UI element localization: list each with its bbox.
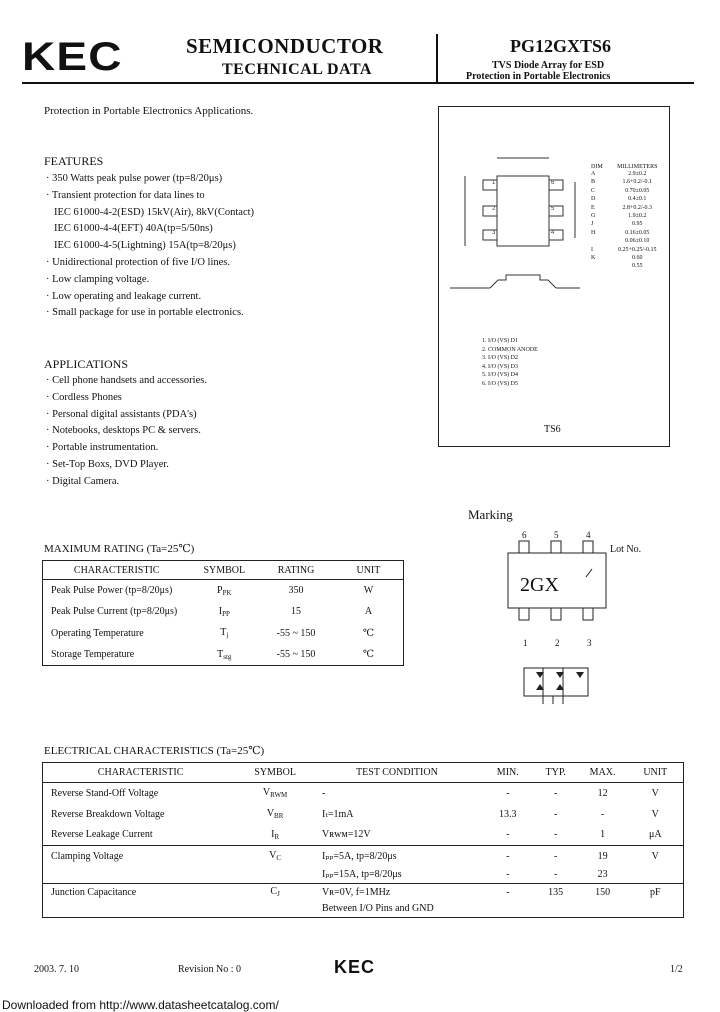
condition-cell: Iₜ=1mA [322, 808, 354, 820]
max-rating-title: MAXIMUM RATING (Ta=25℃) [44, 543, 195, 555]
symbol-main: T [217, 648, 224, 660]
elec-title: ELECTRICAL CHARACTERISTICS (Ta=25℃) [44, 745, 265, 757]
dim-row [590, 220, 666, 228]
characteristic-cell: Storage Temperature [51, 649, 135, 660]
marking-pin-5 [551, 541, 561, 553]
kec-logo: KEC [22, 35, 123, 79]
rating-cell: 350 [288, 585, 304, 596]
dim-letter: K [591, 255, 596, 262]
min-cell [482, 901, 534, 918]
pin-desc: 3. I/O (VS) D2 [482, 355, 518, 362]
min-cell: 13.3 [499, 808, 517, 820]
dim-letter [590, 237, 609, 245]
min-cell: - [506, 869, 510, 881]
characteristic-cell: Operating Temperature [51, 627, 144, 639]
max-cell: 150 [578, 884, 628, 901]
application-item: · Notebooks, desktops PC & servers. [46, 425, 201, 437]
dim-letter: J [591, 221, 594, 228]
pin-desc: 1. I/O (VS) D1 [482, 338, 518, 344]
unit-cell: pF [628, 884, 684, 901]
symbol-cell [190, 623, 258, 645]
col-header: CHARACTERISTIC [43, 763, 239, 783]
package-name: TS6 [544, 424, 561, 435]
condition-cell: Iₚₚ=5A, tp=8/20μs [312, 846, 482, 867]
max-cell: 1 [600, 829, 606, 841]
dim-row [590, 229, 666, 237]
symbol-main: C [270, 886, 278, 898]
symbol-main: T [220, 627, 227, 639]
pin-label-2: 2 [492, 206, 496, 212]
dim-value: 0.95 [632, 221, 643, 228]
elec-row [43, 783, 684, 804]
marking-pin-num: 6 [522, 530, 527, 540]
application-item: · Cell phone handsets and accessories. [46, 375, 207, 386]
symbol-cell [190, 580, 258, 602]
pin-list [482, 337, 538, 389]
rating-cell: -55 ~ 150 [276, 627, 316, 639]
dim-letter: G [591, 213, 596, 220]
min-cell: - [482, 884, 534, 901]
marking-pin-4 [583, 541, 593, 553]
symbol-sub: J [277, 890, 280, 899]
elec-row [43, 867, 684, 884]
pin-label-6: 6 [551, 180, 555, 186]
dim-row [590, 178, 666, 186]
pin-desc: 5. I/O (VS) D4 [482, 372, 518, 379]
lot-number-label: Lot No. [610, 544, 642, 555]
unit-cell [628, 901, 684, 918]
feature-item: IEC 61000-4-4(EFT) 40A(tp=5/50ns) [54, 223, 213, 235]
typ-cell: 135 [534, 884, 578, 901]
characteristic-cell [43, 901, 239, 918]
max-rating-row [43, 580, 404, 602]
dim-value: 2.9±0.2 [628, 171, 647, 177]
elec-header-row [43, 763, 684, 783]
elec-body [43, 783, 684, 918]
dim-value: 0.25+0.25/-0.15 [617, 246, 657, 253]
dim-value: 0.06±0.10 [625, 238, 650, 245]
symbol-main: P [217, 584, 223, 596]
rating-cell: 15 [291, 606, 302, 618]
dim-value: 1.6+0.2/-0.1 [622, 179, 653, 186]
pin-desc: 4. I/O (VS) D3 [482, 363, 518, 370]
header-rule [22, 82, 694, 84]
elec-row [43, 901, 684, 918]
footer-logo: KEC [334, 957, 376, 977]
dim-letter: E [591, 204, 595, 211]
col-header: TEST CONDITION [312, 763, 482, 783]
max-rating-header-row [43, 561, 404, 580]
feature-item: · Transient protection for data lines to [46, 189, 205, 201]
symbol-main: I [218, 605, 223, 617]
feature-item: · Low operating and leakage current. [46, 290, 202, 302]
symbol-sub: j [226, 631, 229, 640]
marking-code: 2GX [520, 574, 559, 596]
typ-cell [534, 901, 578, 918]
dim-value: 0.60 [632, 255, 643, 262]
typ-cell: - [554, 787, 558, 799]
pin-desc: 6. I/O (VS) D5 [482, 380, 518, 387]
marking-pin-num: 5 [554, 530, 559, 540]
marking-pin-num: 3 [587, 638, 592, 648]
symbol-sub: BR [274, 812, 284, 820]
package-outline-drawing [440, 130, 590, 310]
dim-row [590, 170, 666, 178]
unit-cell: ℃ [362, 627, 375, 639]
features-list [46, 171, 254, 322]
elec-row [43, 846, 684, 867]
max-cell: - [600, 808, 605, 820]
col-header: RATING [258, 561, 334, 580]
dim-value: 0.16±0.05 [625, 229, 650, 236]
unit-cell: V [651, 808, 659, 820]
symbol-cell [238, 783, 312, 804]
header-divider [436, 34, 438, 82]
condition-cell: - [322, 787, 326, 799]
symbol-main: I [271, 828, 275, 840]
dim-row [590, 195, 666, 203]
applications-heading: APPLICATIONS [44, 357, 129, 371]
col-header: TYP. [534, 763, 578, 783]
characteristic-cell: Junction Capacitance [43, 884, 239, 901]
dim-letter: H [591, 229, 596, 236]
pin-label-3: 3 [492, 230, 496, 236]
col-header: MAX. [578, 763, 628, 783]
symbol-cell [238, 884, 312, 901]
application-item: · Cordless Phones [46, 391, 122, 403]
dim-letter [590, 262, 609, 270]
dim-letter: C [591, 187, 596, 194]
symbol-main: V [262, 787, 271, 799]
max-rating-row [43, 601, 404, 623]
characteristic-cell: Clamping Voltage [43, 846, 239, 867]
max-cell [578, 901, 628, 918]
marking-pin-num: 4 [586, 530, 591, 540]
feature-item: · Low clamping voltage. [46, 273, 150, 285]
symbol-cell [190, 601, 258, 623]
max-rating-body [43, 580, 404, 666]
unit-cell: ℃ [362, 649, 375, 660]
col-header: SYMBOL [238, 763, 312, 783]
col-header: UNIT [628, 763, 684, 783]
max-cell: 19 [578, 846, 628, 867]
unit-cell: V [628, 846, 684, 867]
dim-row [590, 262, 666, 270]
applications-list [46, 373, 207, 491]
symbol-cell [238, 901, 312, 918]
min-cell: - [506, 829, 510, 841]
symbol-sub: PP [222, 609, 230, 618]
unit-cell: V [651, 787, 659, 799]
typ-cell: - [534, 846, 578, 867]
subtitle-line1: TVS Diode Array for ESD [492, 60, 605, 71]
symbol-main: V [269, 850, 277, 862]
dim-value: 1.9±0.2 [628, 213, 647, 220]
symbol-cell [190, 644, 258, 666]
col-header: CHARACTERISTIC [43, 561, 191, 580]
dim-value: 0.55 [632, 263, 643, 270]
elec-row [43, 804, 684, 825]
feature-item: · 350 Watts peak pulse power (tp=8/20μs) [46, 173, 223, 184]
unit-cell: μA [648, 829, 662, 841]
unit-cell [628, 867, 684, 884]
dim-row [590, 204, 666, 212]
footer-date: 2003. 7. 10 [34, 964, 79, 975]
symbol-sub: C [276, 854, 282, 863]
typ-cell: - [554, 829, 558, 841]
marking-pin-num: 1 [523, 638, 528, 648]
min-cell: - [482, 846, 534, 867]
symbol-sub: RWM [270, 791, 288, 800]
dim-row [590, 212, 666, 220]
marking-heading: Marking [468, 507, 513, 522]
application-item: · Personal digital assistants (PDA's) [46, 408, 197, 420]
dim-letter: D [591, 196, 596, 203]
diode-icon [576, 672, 584, 678]
dim-body [590, 170, 666, 271]
features-heading: FEATURES [44, 154, 104, 168]
elec-row [43, 825, 684, 846]
condition-cell: Iₚₚ=15A, tp=8/20μs [322, 869, 402, 881]
dim-letter: B [591, 179, 596, 186]
footer-page: 1/2 [670, 964, 683, 975]
rating-cell: -55 ~ 150 [276, 649, 316, 660]
max-cell: 23 [597, 869, 608, 881]
max-rating-row [43, 623, 404, 645]
dimension-table [590, 164, 666, 271]
dim-row [590, 187, 666, 195]
typ-cell: - [554, 869, 558, 881]
dim-row [590, 246, 666, 254]
pin-label-5: 5 [551, 206, 555, 212]
subtitle-line2: Protection in Portable Electronics [466, 71, 611, 82]
symbol-cell [238, 825, 312, 846]
dim-letter: A [591, 171, 596, 177]
dim-value: 0.70±0.05 [625, 187, 650, 194]
dim-value: 0.4±0.1 [628, 196, 647, 203]
unit-cell: A [364, 606, 373, 618]
characteristic-cell: Peak Pulse Power (tp=8/20μs) [51, 585, 173, 596]
feature-item: IEC 61000-4-5(Lightning) 15A(tp=8/20μs) [54, 240, 236, 252]
dim-header: DIM [591, 164, 603, 170]
col-header: UNIT [334, 561, 404, 580]
min-cell: - [506, 787, 510, 799]
marking-pin-num: 2 [555, 638, 560, 648]
marking-drawing [500, 528, 620, 710]
elec-table [42, 762, 684, 918]
condition-cell: Between I/O Pins and GND [322, 903, 434, 915]
doc-type: TECHNICAL DATA [222, 61, 372, 78]
dim-value: 2.8+0.2/-0.3 [622, 204, 653, 211]
company-line: SEMICONDUCTOR [186, 34, 384, 58]
max-rating-row [43, 644, 404, 666]
pin-label-1: 1 [492, 180, 496, 186]
footer-revision: Revision No : 0 [178, 964, 242, 975]
elec-row [43, 884, 684, 901]
condition-cell: Vʀᴡᴍ=12V [322, 829, 371, 841]
symbol-cell [238, 867, 312, 884]
dim-letter: I [591, 246, 593, 253]
download-link[interactable]: Downloaded from http://www.datasheetcatalog.com/ [2, 998, 279, 1012]
max-rating-table [42, 560, 404, 666]
unit-cell: W [363, 585, 374, 596]
col-header: SYMBOL [190, 561, 258, 580]
application-item: · Portable instrumentation. [46, 442, 159, 454]
pin-desc: 2. COMMON ANODE [482, 346, 538, 353]
characteristic-cell: Reverse Leakage Current [51, 829, 153, 841]
part-number: PG12GXTS6 [510, 36, 612, 56]
characteristic-cell: Peak Pulse Current (tp=8/20μs) [51, 606, 178, 618]
intro-text: Protection in Portable Electronics Applications. [44, 105, 254, 117]
dim-header: MILLIMETERS [617, 164, 658, 170]
feature-item: IEC 61000-4-2(ESD) 15kV(Air), 8kV(Contact) [54, 206, 255, 218]
dim-row [590, 237, 666, 245]
feature-item: · Unidirectional protection of five I/O lines. [46, 256, 230, 268]
characteristic-cell: Reverse Breakdown Voltage [51, 808, 165, 820]
application-item: · Digital Camera. [46, 475, 120, 487]
condition-cell: Vʀ=0V, f=1MHz [312, 884, 482, 901]
symbol-cell [238, 846, 312, 867]
characteristic-cell: Reverse Stand-Off Voltage [51, 787, 159, 799]
dim-row [590, 254, 666, 262]
pin-label-4: 4 [551, 230, 555, 236]
symbol-cell [238, 804, 312, 825]
symbol-sub: PK [222, 588, 232, 597]
characteristic-cell [43, 867, 239, 884]
typ-cell: - [554, 808, 558, 820]
symbol-main: V [266, 808, 275, 819]
feature-item: · Small package for use in portable electronics. [46, 307, 244, 319]
max-cell: 12 [597, 787, 608, 799]
marking-pin-6 [519, 541, 529, 553]
symbol-sub: R [274, 832, 280, 841]
col-header: MIN. [482, 763, 534, 783]
application-item: · Set-Top Boxs, DVD Player. [46, 458, 169, 470]
symbol-sub: stg [223, 652, 232, 661]
